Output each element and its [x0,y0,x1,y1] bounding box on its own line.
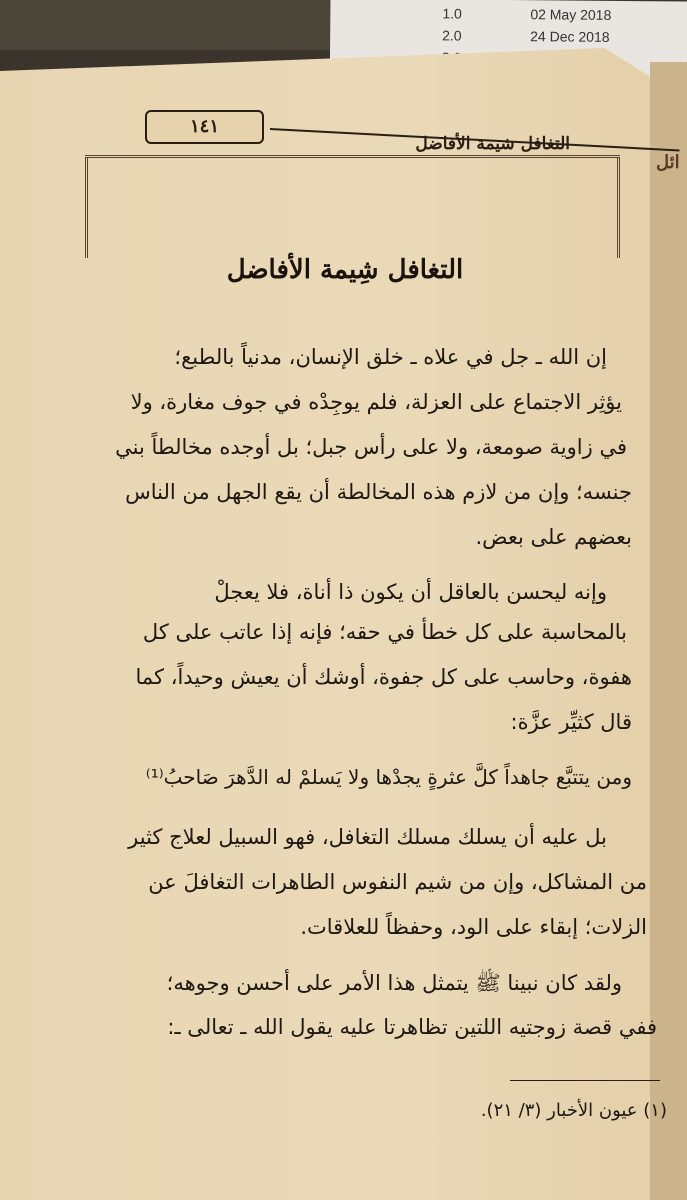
body-line: من المشاكل، وإن من شيم النفوس الطاهرات التغافلَ عن [148,870,647,894]
facing-page-fragment: ائل [656,152,680,173]
background-surface [0,0,340,50]
footnote-rule [510,1080,660,1081]
body-line: الزلات؛ إبقاء على الود، وحفظاً للعلاقات. [300,915,647,939]
version-row: 1.0 02 May 2018 [442,5,612,23]
running-title: التغافل شيمة الأفاضل [415,134,570,154]
body-line: يؤثِر الاجتماع على العزلة، فلم يوجِدْه في جوف مغارة، ولا [130,390,622,414]
version-row: 2.0 24 Dec 2018 [442,27,610,45]
body-line: ففي قصة زوجتيه اللتين تظاهرتا عليه يقول الله ـ تعالى ـ: [167,1015,657,1039]
body-line: ولقد كان نبينا ﷺ يتمثل هذا الأمر على أحسن وجوهه؛ [166,971,622,995]
chapter-title: التغافل شِيمة الأفاضل [226,255,464,285]
ornament-corner-right [547,158,620,258]
poem-verse: ومن يتتبَّع جاهداً كلَّ عثرةٍ يجدْها ولا يَسلمْ له الدَّهرَ صَاحبُ⁽¹⁾ [145,765,632,789]
body-line: بعضهم على بعض. [475,525,632,549]
body-line: بل عليه أن يسلك مسلك التغافل، فهو السبيل لعلاج كثير [128,825,607,849]
ornament-corner-left [85,158,158,258]
footnote: (١) عيون الأخبار (٣/ ٢١). [480,1100,667,1121]
body-line: إن الله ـ جل في علاه ـ خلق الإنسان، مدنياً بالطبع؛ [174,345,607,369]
body-line: بالمحاسبة على كل خطأ في حقه؛ فإنه إذا عاتب على كل [142,620,627,644]
body-line: وإنه ليحسن بالعاقل أن يكون ذا أناة، فلا يعجلْ [214,580,607,604]
page-header [70,110,630,154]
body-line: هفوة، وحاسب على كل جفوة، أوشك أن يعيش وحيداً، كما [135,665,632,689]
body-line: قال كثيِّر عزَّة: [510,710,632,734]
body-line: في زاوية صومعة، ولا على رأس جبل؛ بل أوجده مخالطاً بني [115,435,627,459]
page-number: ١٤١ [145,110,264,144]
body-line: جنسه؛ وإن من لازم هذه المخالطة أن يقع الجهل من الناس [125,480,632,504]
